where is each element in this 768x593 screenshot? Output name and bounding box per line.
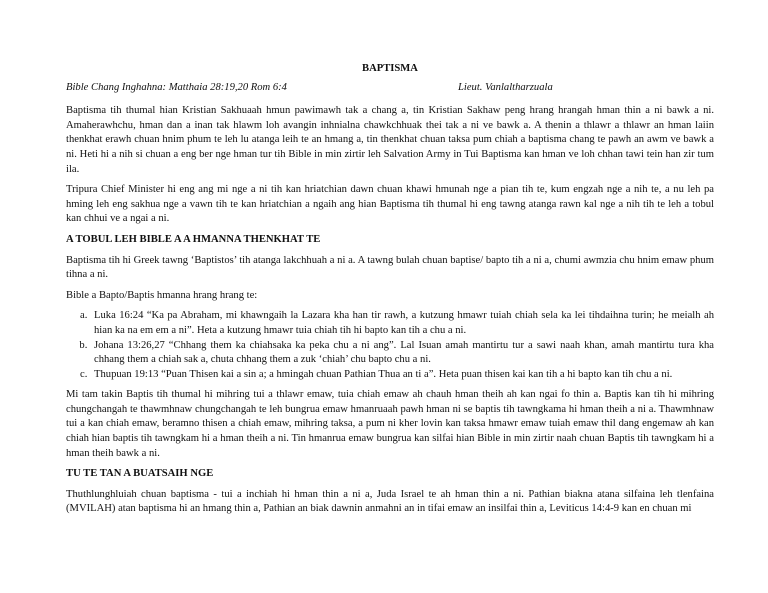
list-item: b. Johana 13:26,27 “Chhang them ka chiahsaka ka peka chu a ni ang”. Lal Isuan amah mantirtu tur a sawi naah khan, amah mantirtu tura kha chhang them a chiah sak a, chuta chhang them a zuk ‘chiah’ chu bapto chu a ni. — [90, 339, 714, 368]
list-item: c. Thupuan 19:13 “Puan Thisen kai a sin a; a hmingah chuan Pathian Thua an ti a”. Heta puan thisen kai kan tih a hi bapto kan tih chu a ni. — [90, 368, 714, 383]
section2-paragraph: Thuthlunghluiah chuan baptisma - tui a inchiah hi hman thin a ni a, Juda Israel te ah hman thin a ni. Pathian biakna atana silfaina leh tlenfaina (MVILAH) atan baptisma hi an hmang thin a, Pathian an biak dawnin anmahni an in tifai emaw an insilfai thin a, Leviticus 14:4-9 kan en chuan mi — [66, 488, 714, 515]
section-heading-recipients: TU TE TAN A BUATSAIH NGE — [66, 468, 214, 480]
document-meta — [66, 81, 714, 96]
scripture-reference: Bible Chang Inghahna: Matthaia 28:19,20 Rom 6:4 — [66, 81, 287, 93]
section1-paragraph-1: Baptisma tih hi Greek tawng ‘Baptistos’ tih atanga lakchhuah a ni a. A tawng bulah chuan baptise/ bapto tih a ni a, chumi awmzia chu hnim emaw phum tihna a ni. — [66, 254, 714, 281]
section-heading-origin: A TOBUL LEH BIBLE A A HMANNA THENKHAT TE — [66, 233, 321, 245]
intro-paragraph-2: Tripura Chief Minister hi eng ang mi nge a ni tih kan hriatchian dawn chuan khawi hmunah nge a pian tih te, kum engzah nge a nih te, a nu leh pa hming leh eng sakhua nge a vawn tih te kan hriatchian a ngaih ang hian Baptisma tih thumal hi eng tawng atanga rawn kal nge a nih tih te leh a tobul kan chhui ve a ngai a ni. — [66, 184, 714, 225]
section1-paragraph-2: Bible a Bapto/Baptis hmanna hrang hrang te: — [66, 289, 258, 301]
intro-paragraph-1: Baptisma tih thumal hian Kristian Sakhuaah hmun pawimawh tak a chang a, tin Kristian Sakhaw peng hrang hrangah hman thin a ni bawk a ni. Amaherawhchu, hman dan a inan tak hlawm loh avangin inhnialna chawkchhuak thei tak a ni ve bawk a. A thenin a thlawr a thlawr an hman laiin thenkhat erawh chuan hnim phum te leh lu atanga leih te an hmang a, tin thenkhat chuan taksa pum chiah a baptisma chang te pawh an awm ve bawk a ni. Heti hi a nih si chuan a eng ber nge hman tur tih Bible in min zirtir leh Salvation Army in Tui Baptisma kan hman ve loh chhan tawi tein han zir tum ila. — [66, 105, 714, 175]
bible-usage-list — [66, 309, 714, 382]
document-title: BAPTISMA — [362, 63, 418, 74]
list-item: a. Luka 16:24 “Ka pa Abraham, mi khawngaih la Lazara kha han tir rawh, a kutzung hmawr tuiah chiah sela ka lei tihdaihna turin; he meialh ah hian ka na em em a ni”. Heta a kutzung hmawr tuia chiah tih hi bapto kan tih a chu a ni. — [90, 309, 714, 338]
author-name: Lieut. Vanlaltharzuala — [458, 81, 553, 93]
section1-closing-paragraph: Mi tam takin Baptis tih thumal hi mihring tui a thlawr emaw, tuia chiah emaw ah chauh hman theih ah kan ngai fo thin a. Baptis kan tih hi mihring chungchangah te thawmhnaw chungchangah te leh bungrua emaw hmanruaah pawh hman ni se baptis tih tawngkama hi hman theih a ni a. Thawmhnaw tui a kan chiah emaw, beramno thisen a chiah emaw, mihring taksa, a pum ni kher lovin kan taksa hmawr emaw tuiah emaw thil dang engemaw ah kan chiah hian baptis tih tawngkam hi a hman theih a ni. Tin hmanrua emaw bungrua kan silfai hian Bible in min zirtir naah chuan Baptis tih tawngkam hi a hman theih bawk a ni. — [66, 389, 714, 459]
